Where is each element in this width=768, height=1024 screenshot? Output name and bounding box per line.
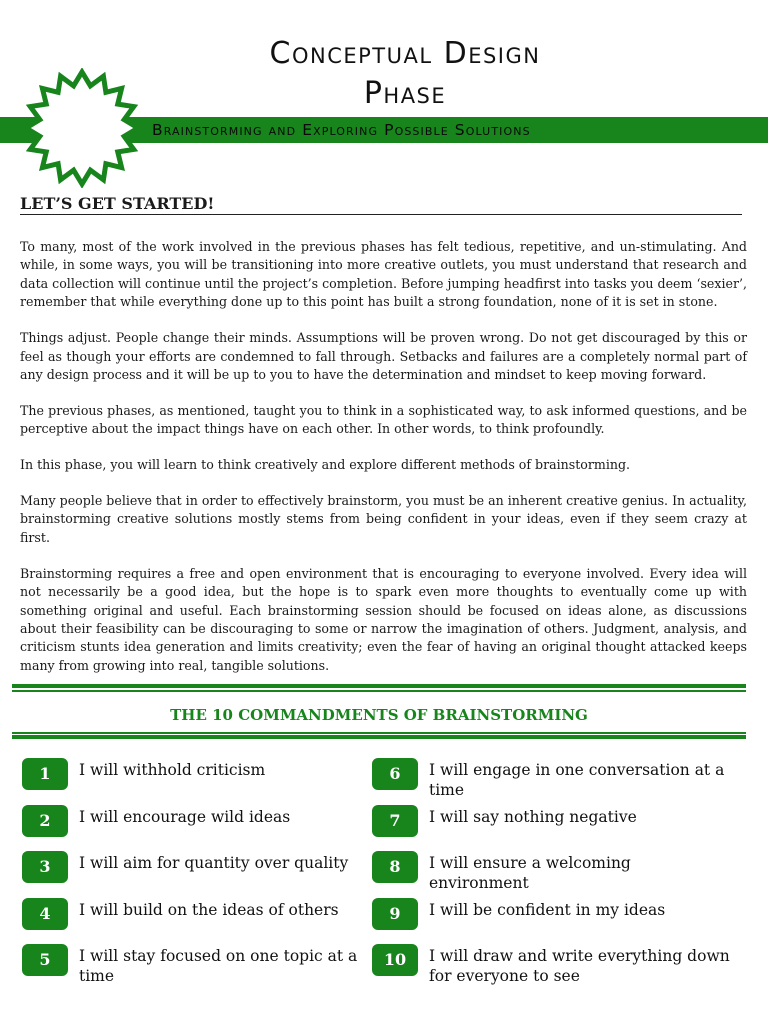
divider-bottom-thin — [12, 732, 746, 734]
commandment-text: I will stay focused on one topic at a time — [79, 947, 358, 985]
divider-top-thick — [12, 684, 746, 688]
divider-top-thin — [12, 690, 746, 692]
number-badge: 8 — [372, 851, 418, 883]
commandment-item — [22, 896, 392, 943]
commandment-item — [22, 803, 392, 850]
commandment-item — [22, 849, 392, 896]
number-badge: 10 — [372, 944, 418, 976]
paragraph: Brainstorming requires a free and open environment that is encouraging to everyone involved. Every idea will not necessarily be a good idea, but the hope is to spark even more thoughts to eventually come up with something original and useful. Each brainstorming session should be focused on ideas alone, as discussions about their feasibility can be discouraging to some or narrow the imagination of others. Judgment, analysis, and criticism stunts idea generation and limits creativity; even the fear of having an original thought attacked keeps many from growing into real, tangible solutions. — [20, 565, 747, 673]
body-text — [20, 238, 747, 693]
paragraph: The previous phases, as mentioned, taught you to think in a sophisticated way, to ask informed questions, and be perceptive about the impact things have on each other. In other words, to think profoundly. — [20, 402, 747, 437]
commandment-text: I will engage in one conversation at a time — [429, 761, 725, 799]
divider-bottom-thick — [12, 735, 746, 739]
paragraph: Things adjust. People change their minds. Assumptions will be proven wrong. Do not get discouraged by this or feel as though your efforts are condemned to fall through. Setbacks and failures are a completely normal part of any design process and it will be up to you to have the determination and mindset to keep moving forward. — [20, 330, 747, 382]
number-badge: 4 — [22, 898, 68, 930]
commandment-text: I will aim for quantity over quality — [79, 854, 349, 872]
commandment-text: I will build on the ideas of others — [79, 900, 339, 919]
commandment-text: I will draw and write everything down for everyone to see — [429, 947, 730, 985]
number-badge: 9 — [372, 898, 418, 930]
number-badge: 3 — [22, 851, 68, 883]
title-line-2: Phase — [363, 76, 447, 111]
paragraph: To many, most of the work involved in the previous phases has felt tedious, repetitive, and un-stimulating. And while, in some ways, you will be transitioning into more creative outlets, you must understand that research and data collection will continue until the project’s completion. Before jumping headfirst into tasks you deem ‘sexier’, remember that while everything done up to this point has built a strong foundation, none of it is set in stone. — [20, 239, 747, 310]
commandment-item — [372, 942, 742, 989]
commandment-text: I will be confident in my ideas — [429, 900, 666, 919]
paragraph: Many people believe that in order to effectively brainstorm, you must be an inherent creative genius. In actuality, brainstorming creative solutions mostly stems from being confident in your ideas, even if they seem crazy at first. — [20, 493, 747, 545]
commandments-title: THE 10 COMMANDMENTS OF BRAINSTORMING — [170, 706, 588, 724]
number-badge: 7 — [372, 805, 418, 837]
paragraph: In this phase, you will learn to think creatively and explore different methods of brainstorming. — [20, 457, 631, 473]
title-line-1: Conceptual Design — [269, 36, 541, 71]
page-subtitle: Brainstorming and Exploring Possible Solutions — [152, 121, 531, 139]
number-badge: 6 — [372, 758, 418, 790]
commandment-item — [22, 942, 392, 989]
starburst-icon — [22, 68, 142, 188]
commandment-text: I will say nothing negative — [429, 807, 637, 826]
commandment-item — [22, 756, 392, 803]
number-badge: 5 — [22, 944, 68, 976]
commandment-item — [372, 849, 742, 896]
section-heading: LET’S GET STARTED! — [20, 194, 742, 215]
commandment-text: I will ensure a welcoming environment — [429, 854, 631, 892]
commandment-item — [372, 896, 742, 943]
number-badge: 1 — [22, 758, 68, 790]
commandment-item — [372, 803, 742, 850]
commandment-item — [372, 756, 742, 803]
commandment-text: I will withhold criticism — [79, 761, 266, 779]
commandments-left-column — [22, 756, 392, 989]
number-badge: 2 — [22, 805, 68, 837]
commandment-text: I will encourage wild ideas — [79, 807, 291, 826]
commandments-right-column — [372, 756, 742, 989]
page-title — [160, 34, 650, 114]
